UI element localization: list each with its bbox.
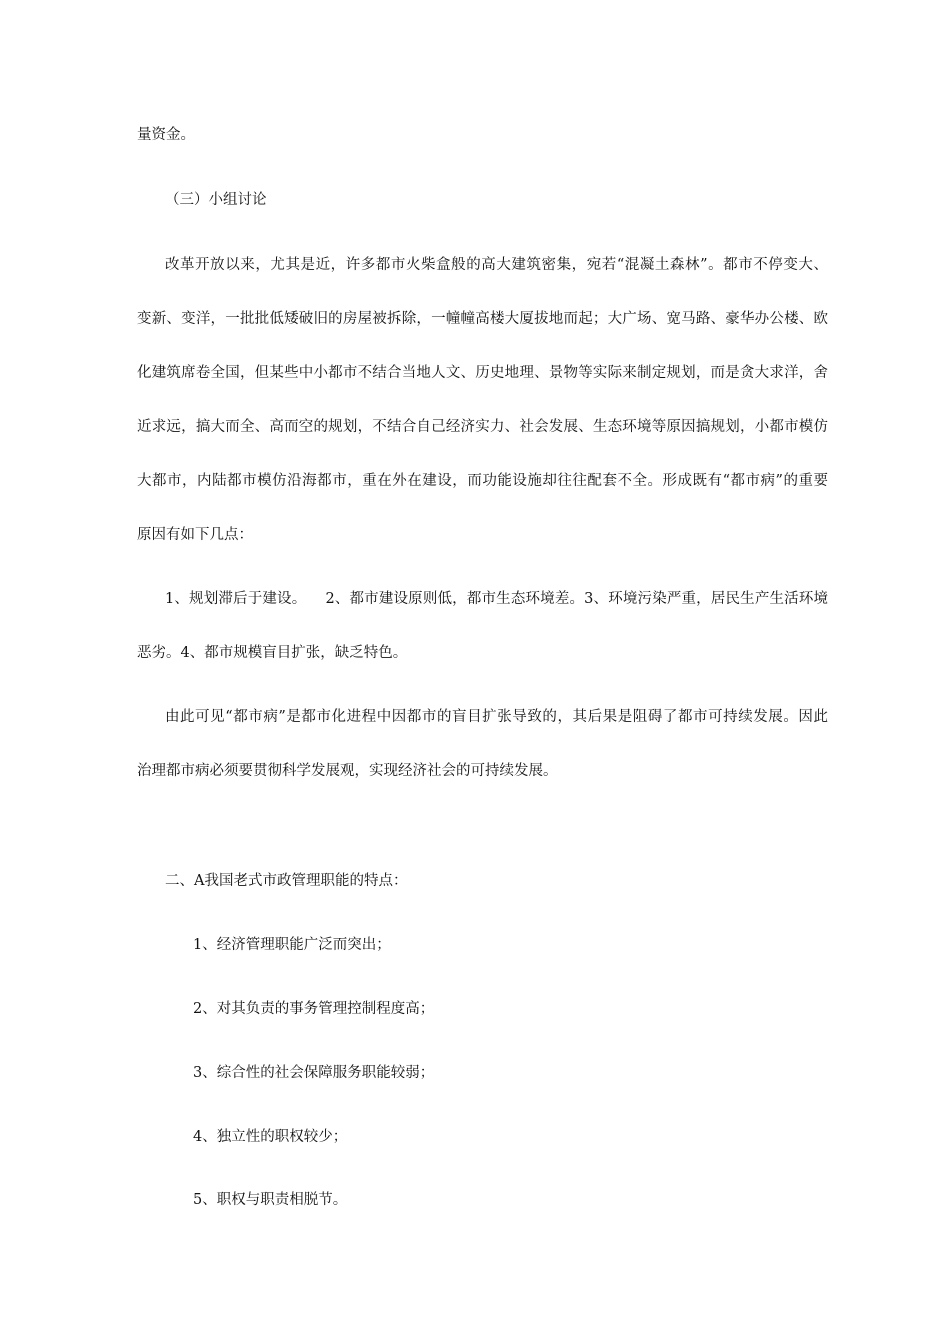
list-item: 4、独立性的职权较少；: [193, 1129, 348, 1145]
subsection-heading: （三）小组讨论: [165, 192, 267, 208]
list-item: 3、综合性的社会保障服务职能较弱；: [193, 1065, 435, 1081]
paragraph-line: 恶劣。4、都市规模盲目扩张，缺乏特色。: [137, 645, 408, 661]
list-item: 5、职权与职责相脱节。: [193, 1192, 348, 1208]
paragraph-line: 改革开放以来，尤其是近，许多都市火柴盒般的高大建筑密集，宛若“混凝土森林”。都市不停变大、: [165, 257, 828, 273]
paragraph-line: 治理都市病必须要贯彻科学发展观，实现经济社会的可持续发展。: [137, 763, 558, 779]
paragraph-line: 变新、变洋，一批批低矮破旧的房屋被拆除，一幢幢高楼大厦拔地而起；大广场、宽马路、豪华办公楼、欧: [137, 311, 828, 327]
paragraph-line: 原因有如下几点：: [137, 527, 253, 543]
section-heading: 二、A我国老式市政管理职能的特点：: [165, 873, 408, 889]
continuation-text: 量资金。: [137, 127, 195, 143]
paragraph-line: 化建筑席卷全国，但某些中小都市不结合当地人文、历史地理、景物等实际来制定规划，而是贪大求洋，舍: [137, 365, 828, 381]
paragraph-line: 近求远，搞大而全、高而空的规划，不结合自己经济实力、社会发展、生态环境等原因搞规划，小都市模仿: [137, 419, 828, 435]
list-item: 2、对其负责的事务管理控制程度高；: [193, 1001, 435, 1017]
list-item: 1、经济管理职能广泛而突出；: [193, 937, 391, 953]
paragraph-line: 大都市，内陆都市模仿沿海都市，重在外在建设，而功能设施却往往配套不全。形成既有“都市病”的重要: [137, 473, 828, 489]
paragraph-line: 由此可见“都市病”是都市化进程中因都市的盲目扩张导致的，其后果是阻碍了都市可持续发展。因此: [165, 709, 828, 725]
paragraph-line: 1、规划滞后于建设。 2、都市建设原则低，都市生态环境差。3、环境污染严重，居民生产生活环境: [165, 591, 828, 607]
